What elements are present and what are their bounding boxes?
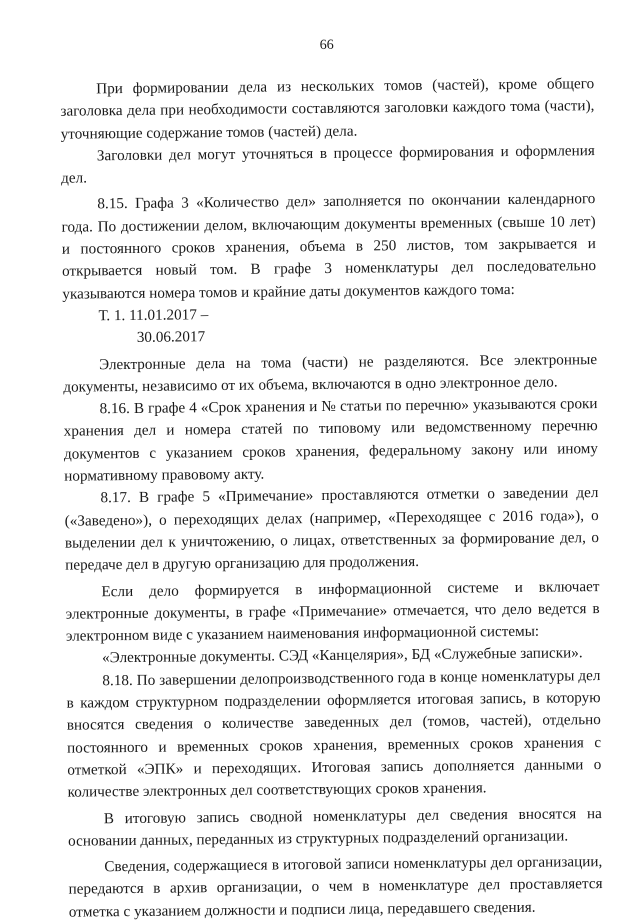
paragraph-volumes-titles: При формировании дела из нескольких томов (частей), кроме общего заголовка дела при необходимости составляются заголовки каждого тома (части), уточняющие содержание томов (частей) дела.: [60, 75, 595, 143]
paragraph-archive-transfer: Сведения, содержащиеся в итоговой записи номенклатуры дел организации, передаются в архив организации, о чем в номенклатуре дел проставляется отметка с указанием должности и подписи лица, передавшего сведения.: [68, 853, 603, 921]
paragraph-8-17: 8.17. В графе 5 «Примечание» проставляются отметки о заведении дел («Заведено»), о переходящих делах (например, «Переходящее с 2016 года»), о выделении дел к уничтожению, о лицах, ответственных за формирование дел, о передаче дел в другую организацию для продолжения.: [64, 484, 599, 574]
volume-dates-start: Т. 1. 11.01.2017 –: [98, 306, 209, 325]
paragraph-8-18: 8.18. По завершении делопроизводственного года в конце номенклатуры дел в каждом структурном подразделении оформляется итоговая запись, в которую вносятся сведения о количестве заведенных дел (томов, частей), отдельно постоянного и временных сроков хранения, временных сроков хранения с отметкой «ЭПК» и переходящих. Итоговая запись дополняется данными о количестве электронных дел соответствующих сроков хранения.: [66, 666, 602, 801]
document-body: [60, 73, 603, 924]
paragraph-8-15: 8.15. Графа 3 «Количество дел» заполняется по окончании календарного года. По достижении делом, включающим документы временных (свыше 10 лет) и постоянного сроков хранения, объема в 250 листов, том закрывается и открывается новый том. В графе 3 номенклатуры дел последовательно указываются номера томов и крайние даты документов каждого тома:: [61, 190, 597, 303]
paragraph-info-system: Если дело формируется в информационной системе и включает электронные документы, в графе «Примечание» отмечается, что дело ведется в электронном виде с указанием наименования информационной системы:: [65, 577, 600, 645]
paragraph-titles-clarify: Заголовки дел могут уточняться в процессе формирования и оформления дел.: [61, 141, 595, 187]
volume-dates-end: 30.06.2017: [136, 328, 206, 347]
paragraph-electronic-cases: Электронные дела на тома (части) не разделяются. Все электронные документы, независимо от их объема, включаются в одно электронное дело.: [63, 350, 598, 396]
page-number: 66: [319, 37, 334, 53]
paragraph-summary-record: В итоговую запись сводной номенклатуры дел сведения вносятся на основании данных, переданных из структурных подразделений организации.: [67, 804, 602, 850]
paragraph-example-note: «Электронные документы. СЭД «Канцелярия», БД «Служебные записки».: [102, 644, 583, 667]
paragraph-8-16: 8.16. В графе 4 «Срок хранения и № статьи по перечню» указываются сроки хранения дел и номера статей по типовому или ведомственному перечню документов с указанием сроков хранения, федеральному закону или иному нормативному правовому акту.: [63, 395, 599, 485]
